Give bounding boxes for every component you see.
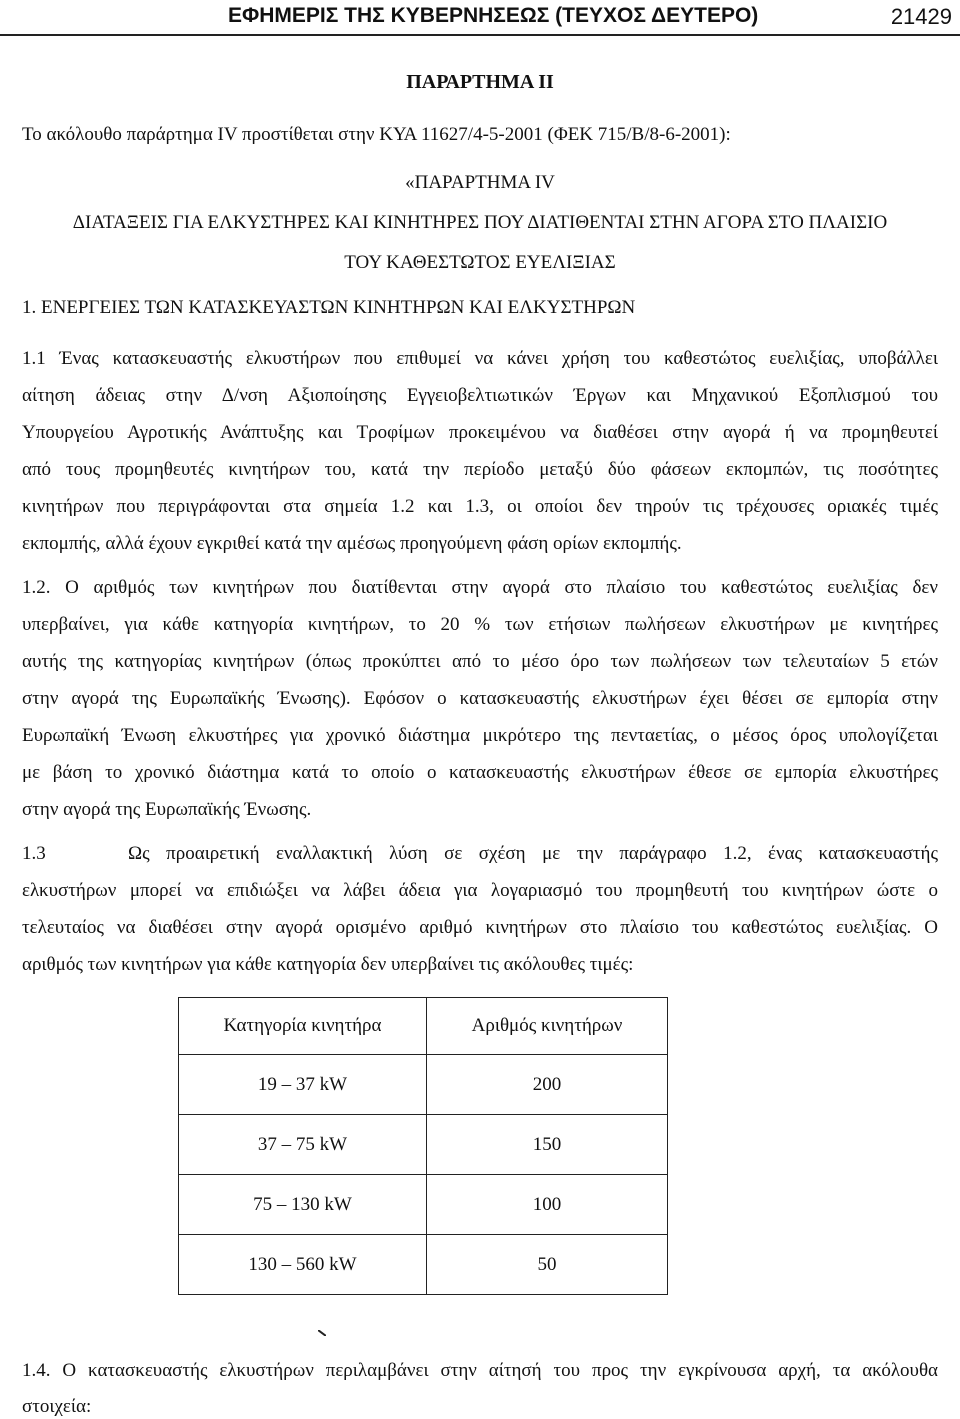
paragraph-1-3-line: 1.3 Ως προαιρετική εναλλακτική λύση σε σχέση με την παράγραφο 1.2, ένας κατασκευαστής — [22, 843, 938, 864]
paragraph-1-2-line: 1.2. Ο αριθμός των κινητήρων που διατίθενται στην αγορά στο πλαίσιο του καθεστώτος ευελιξίας δεν — [22, 577, 938, 598]
annex-intro: Το ακόλουθο παράρτημα IV προστίθεται στην ΚΥΑ 11627/4-5-2001 (ΦΕΚ 715/Β/8-6-2001): — [22, 124, 731, 145]
table-cell-category: 37 – 75 kW — [179, 1115, 427, 1175]
table-cell-category: 19 – 37 kW — [179, 1055, 427, 1115]
gazette-header — [0, 0, 960, 40]
table-header-cell: Κατηγορία κινητήρα — [179, 998, 427, 1055]
paragraph-1-4-line: 1.4. Ο κατασκευαστής ελκυστήρων περιλαμβάνει στην αίτησή του προς την εγκρίνουσα αρχή, τα ακόλουθα — [22, 1360, 938, 1381]
scan-mark — [318, 1330, 326, 1336]
table-header-cell: Αριθμός κινητήρων — [427, 998, 668, 1055]
paragraph-1-1-line: αίτηση άδειας στην Δ/νση Αξιοποίησης Εγγειοβελτιωτικών Έργων και Μηχανικού Εξοπλισμού του — [22, 385, 938, 406]
paragraph-1-4-line: στοιχεία: — [22, 1396, 92, 1417]
table-cell-count: 50 — [427, 1235, 668, 1295]
header-rule — [0, 34, 960, 36]
paragraph-1-2-line: στην αγορά της Ευρωπαϊκής Ένωσης). Εφόσον ο κατασκευαστής ελκυστήρων έχει θέσει σε εμπορία στην — [22, 688, 938, 709]
table-header-row — [179, 998, 668, 1055]
table-row — [179, 1235, 668, 1295]
annex-heading-line-2: ΤΟΥ ΚΑΘΕΣΤΩΤΟΣ ΕΥΕΛΙΞΙΑΣ — [344, 252, 616, 273]
table-cell-category: 130 – 560 kW — [179, 1235, 427, 1295]
section-1-heading: 1. ΕΝΕΡΓΕΙΕΣ ΤΩΝ ΚΑΤΑΣΚΕΥΑΣΤΩΝ ΚΙΝΗΤΗΡΩΝ ΚΑΙ ΕΛΚΥΣΤΗΡΩΝ — [22, 297, 636, 318]
engine-category-table — [178, 997, 668, 1295]
table-row — [179, 1175, 668, 1235]
paragraph-1-2-line: Ευρωπαϊκή Ένωση ελκυστήρες για χρονικό διάστημα μικρότερο της πενταετίας, ο μέσος όρος υπολογίζεται — [22, 725, 938, 746]
table-row — [179, 1055, 668, 1115]
table-cell-category: 75 – 130 kW — [179, 1175, 427, 1235]
paragraph-1-3-line: ελκυστήρων μπορεί να επιδιώξει να λάβει άδεια για λογαριασμό του προμηθευτή του κινητήρων ώστε ο — [22, 880, 938, 901]
paragraph-1-2-line: με βάση το χρονικό διάστημα κατά το οποίο ο κατασκευαστής ελκυστήρων έθεσε σε εμπορία ελκυστήρες — [22, 762, 938, 783]
table-cell-count: 200 — [427, 1055, 668, 1115]
paragraph-1-3-line: τελευταίος να διαθέσει στην αγορά ορισμένο αριθμό κινητήρων στο πλαίσιο του καθεστώτος ευελιξίας. Ο — [22, 917, 938, 938]
paragraph-1-2-line: αυτής της κατηγορίας κινητήρων (όπως προκύπτει από το μέσο όρο των πωλήσεων των τελευταίων 5 ετών — [22, 651, 938, 672]
table-cell-count: 100 — [427, 1175, 668, 1235]
paragraph-1-3-line: αριθμός των κινητήρων για κάθε κατηγορία δεν υπερβαίνει τις ακόλουθες τιμές: — [22, 954, 634, 975]
annex-title: ΠΑΡΑΡΤΗΜΑ ΙΙ — [406, 71, 554, 93]
gazette-title: ΕΦΗΜΕΡΙΣ ΤΗΣ ΚΥΒΕΡΝΗΣΕΩΣ (ΤΕΥΧΟΣ ΔΕΥΤΕΡΟ) — [228, 4, 759, 27]
paragraph-1-1-line: κινητήρων που περιγράφονται στα σημεία 1.2 και 1.3, οι οποίοι δεν τηρούν τις τρέχουσες οριακές τιμές — [22, 496, 938, 517]
paragraph-1-1-line: από τους προμηθευτές κινητήρων του, κατά την περίοδο μεταξύ δύο φάσεων εκπομπών, τις ποσότητες — [22, 459, 938, 480]
table-row — [179, 1115, 668, 1175]
page-number: 21429 — [890, 4, 952, 29]
paragraph-1-1-line: 1.1 Ένας κατασκευαστής ελκυστήρων που επιθυμεί να κάνει χρήση του καθεστώτος ευελιξίας, υποβάλλει — [22, 348, 938, 369]
annex-heading-line-1: ΔΙΑΤΑΞΕΙΣ ΓΙΑ ΕΛΚΥΣΤΗΡΕΣ ΚΑΙ ΚΙΝΗΤΗΡΕΣ ΠΟΥ ΔΙΑΤΙΘΕΝΤΑΙ ΣΤΗΝ ΑΓΟΡΑ ΣΤΟ ΠΛΑΙΣΙΟ — [72, 212, 888, 233]
table-cell-count: 150 — [427, 1115, 668, 1175]
paragraph-1-1-line: εκπομπής, αλλά έχουν εγκριθεί κατά την αμέσως προηγούμενη φάση ορίων εκπομπής. — [22, 533, 682, 554]
paragraph-1-2-line: υπερβαίνει, για κάθε κατηγορία κινητήρων, το 20 % των ετήσιων πωλήσεων ελκυστήρων με κινητήρες — [22, 614, 938, 635]
annex-sub-title: «ΠΑΡΑΡΤΗΜΑ IV — [405, 172, 555, 193]
paragraph-1-2-line: στην αγορά της Ευρωπαϊκής Ένωσης. — [22, 799, 312, 820]
paragraph-1-1-line: Υπουργείου Αγροτικής Ανάπτυξης και Τροφίμων προκειμένου να διαθέσει στην αγορά ή να προμηθευτεί — [22, 422, 938, 443]
